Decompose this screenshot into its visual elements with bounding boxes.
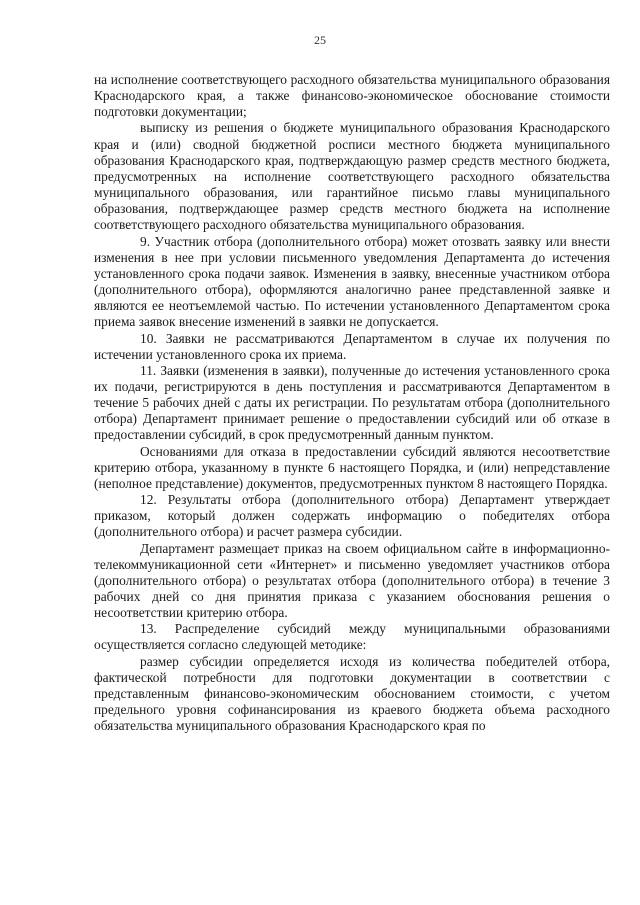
document-body [94, 72, 610, 734]
paragraph-publication: Департамент размещает приказ на своем официальном сайте в информационно-телекоммуникационной сети «Интернет» и письменно уведомляет участников отбора (дополнительного отбора) о результатах отбора (дополнительного отбора) в течение 3 рабочих дней со дня принятия приказа с указанием обоснования решения о несоответствии критерию отбора. [94, 540, 610, 621]
page-number: 25 [314, 33, 326, 47]
paragraph-13: 13. Распределение субсидий между муниципальными образованиями осуществляется согласно следующей методике: [94, 621, 610, 653]
paragraph-10: 10. Заявки не рассматриваются Департаментом в случае их получения по истечении установленного срока их приема. [94, 330, 610, 362]
paragraph-11: 11. Заявки (изменения в заявки), полученные до истечения установленного срока их подачи, регистрируются в день поступления и рассматриваются Департаментом в течение 5 рабочих дней с даты их регистрации. По результатам отбора (дополнительного отбора) Департамент принимает решение о предоставлении субсидий или об отказе в предоставлении субсидий, в срок предусмотренный данным пунктом. [94, 362, 610, 443]
paragraph-refusal-grounds: Основаниями для отказа в предоставлении субсидий являются несоответствие критерию отбора, указанному в пункте 6 настоящего Порядка, и (или) непредставление (неполное представление) документов, предусмотренных пунктом 8 настоящего Порядка. [94, 443, 610, 491]
paragraph-9: 9. Участник отбора (дополнительного отбора) может отозвать заявку или внести изменения в нее при условии письменного уведомления Департамента до истечения установленного срока подачи заявок. Изменения в заявку, внесенные участником отбора (дополнительного отбора), оформляются аналогично ранее представленной заявке и являются ее неотъемлемой частью. По истечении установленного Департаментом срока приема заявок внесение изменений в заявки не допускается. [94, 233, 610, 330]
paragraph-12: 12. Результаты отбора (дополнительного отбора) Департамент утверждает приказом, который должен содержать информацию о победителях отбора (дополнительного отбора) и расчет размера субсидии. [94, 492, 610, 540]
paragraph-budget-extract: выписку из решения о бюджете муниципального образования Краснодарского края и (или) сводной бюджетной росписи местного бюджета муниципального образования Краснодарского края, подтверждающую размер средств местного бюджета, предусмотренных на исполнение соответствующего расходного обязательства муниципального образования, или гарантийное письмо главы муниципального образования, подтверждающее размер средств местного бюджета на исполнение соответствующего расходного обязательства муниципального образования. [94, 120, 610, 233]
paragraph-continued: на исполнение соответствующего расходного обязательства муниципального образования Краснодарского края, а также финансово-экономическое обоснование стоимости подготовки документации; [94, 72, 610, 120]
paragraph-subsidy-size: размер субсидии определяется исходя из количества победителей отбора, фактической потребности для подготовки документации в соответствии с представленным финансово-экономическим обоснованием стоимости, с учетом предельного уровня софинансирования из краевого бюджета объема расходного обязательства муниципального образования Краснодарского края по [94, 653, 610, 734]
